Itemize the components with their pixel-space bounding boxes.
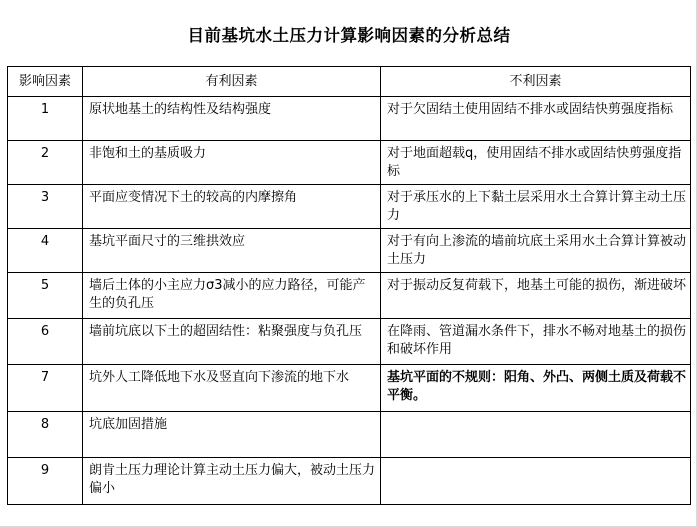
unfavorable-cell: 对于欠固结土使用固结不排水或固结快剪强度指标 [381, 97, 691, 141]
row-number: 8 [8, 412, 83, 458]
header-row [8, 67, 691, 97]
table-title: 目前基坑水土压力计算影响因素的分析总结 [187, 26, 511, 45]
favorable-cell: 非饱和土的基质吸力 [83, 141, 381, 185]
unfavorable-cell [381, 412, 691, 458]
favorable-cell: 坑底加固措施 [83, 412, 381, 458]
factors-table [7, 66, 691, 505]
unfavorable-cell: 对于有向上渗流的墙前坑底土采用水土合算计算被动土压力 [381, 229, 691, 273]
favorable-cell: 坑外人工降低地下水及竖直向下渗流的地下水 [83, 365, 381, 412]
table-row [8, 412, 691, 458]
row-number: 9 [8, 458, 83, 505]
favorable-cell: 朗肯土压力理论计算主动土压力偏大，被动土压力偏小 [83, 458, 381, 505]
table-row [8, 365, 691, 412]
favorable-cell: 原状地基土的结构性及结构强度 [83, 97, 381, 141]
favorable-cell: 墙后土体的小主应力σ3减小的应力路径，可能产生的负孔压 [83, 273, 381, 319]
favorable-cell: 平面应变情况下土的较高的内摩擦角 [83, 185, 381, 229]
unfavorable-cell: 在降雨、管道漏水条件下，排水不畅对地基土的损伤和破坏作用 [381, 319, 691, 365]
unfavorable-cell: 对于地面超载q，使用固结不排水或固结快剪强度指标 [381, 141, 691, 185]
row-number: 4 [8, 229, 83, 273]
row-number: 7 [8, 365, 83, 412]
table-row [8, 458, 691, 505]
table-row [8, 185, 691, 229]
table-row [8, 319, 691, 365]
favorable-cell: 基坑平面尺寸的三维拱效应 [83, 229, 381, 273]
favorable-cell: 墙前坑底以下土的超固结性：粘聚强度与负孔压 [83, 319, 381, 365]
row-number: 3 [8, 185, 83, 229]
unfavorable-cell: 对于承压水的上下黏土层采用水土合算计算主动土压力 [381, 185, 691, 229]
header-favorable: 有利因素 [83, 67, 381, 97]
header-factor: 影响因素 [8, 67, 83, 97]
row-number: 2 [8, 141, 83, 185]
table-row [8, 141, 691, 185]
unfavorable-cell: 对于振动反复荷载下，地基土可能的损伤，渐进破坏 [381, 273, 691, 319]
unfavorable-cell [381, 458, 691, 505]
table-row [8, 273, 691, 319]
row-number: 1 [8, 97, 83, 141]
table-row [8, 229, 691, 273]
row-number: 5 [8, 273, 83, 319]
table-row [8, 97, 691, 141]
header-unfavorable: 不利因素 [381, 67, 691, 97]
unfavorable-cell: 基坑平面的不规则：阳角、外凸、两侧土质及荷载不平衡。 [381, 365, 691, 412]
row-number: 6 [8, 319, 83, 365]
